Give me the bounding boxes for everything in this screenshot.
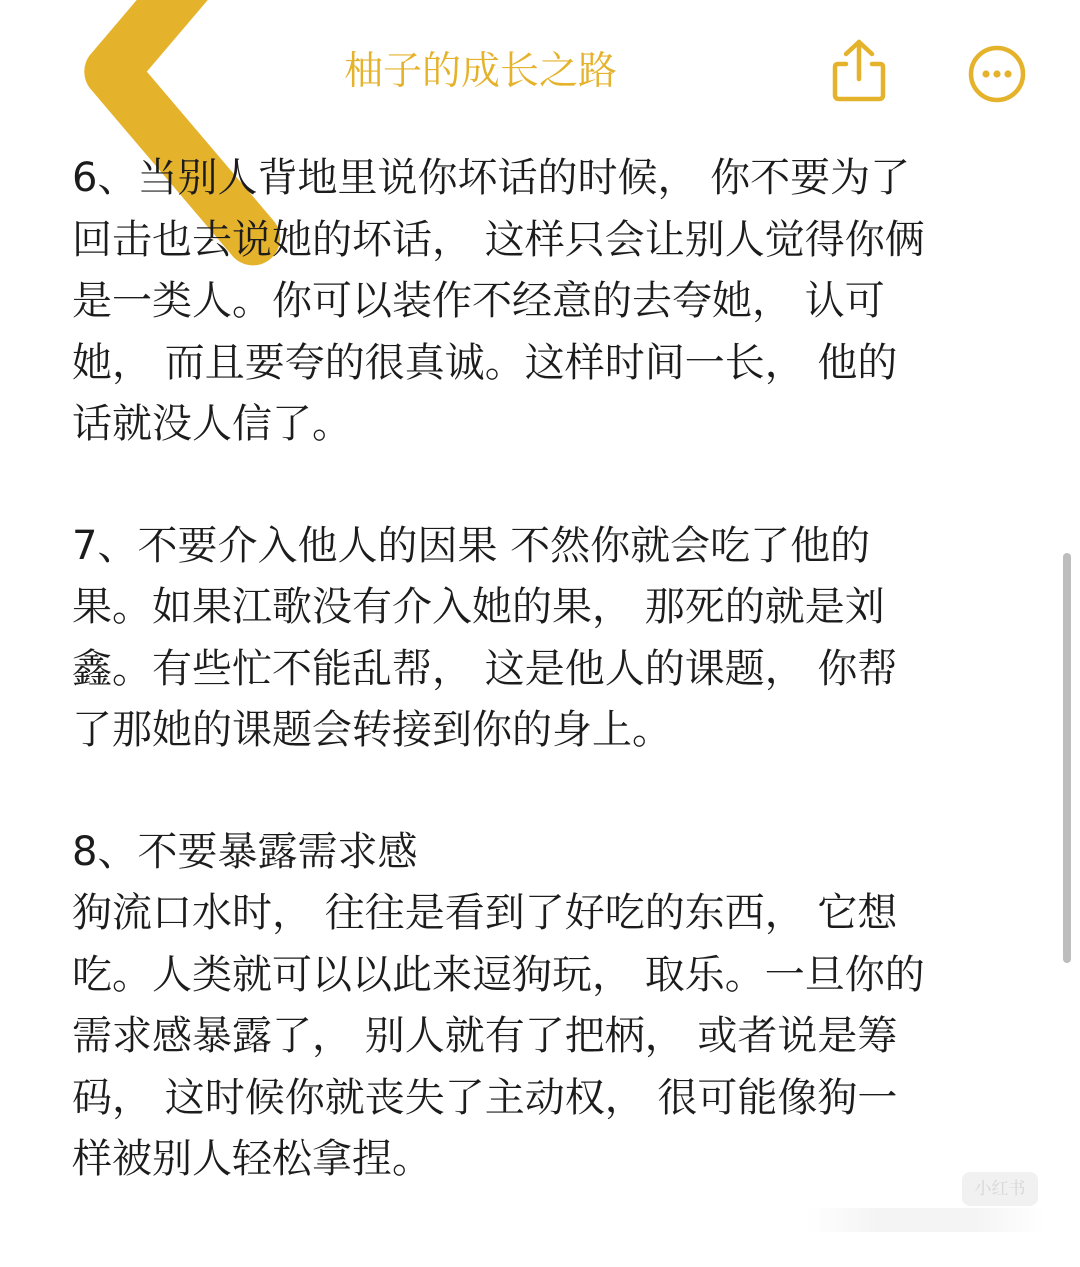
navigation-bar <box>0 0 1080 140</box>
note-line: 话就没人信了。 <box>72 401 352 447</box>
note-line: 码， 这时候你就丧失了主动权， 很可能像狗一 <box>72 1074 898 1121</box>
share-button[interactable] <box>828 36 890 106</box>
vertical-scrollbar[interactable] <box>1063 553 1071 963</box>
note-line: 7、不要介入他人的因果 不然你就会吃了他的 <box>72 522 871 569</box>
more-button[interactable] <box>966 43 1028 105</box>
note-content[interactable] <box>72 148 1012 1251</box>
note-line: 样被别人轻松拿捏。 <box>72 1136 432 1182</box>
note-line: 需求感暴露了， 别人就有了把柄， 或者说是筹 <box>72 1013 898 1059</box>
note-line: 狗流口水时， 往往是看到了好吃的东西， 它想 <box>72 890 898 936</box>
note-line: 鑫。有些忙不能乱帮， 这是他人的课题， 你帮 <box>72 645 898 692</box>
note-line: 8、不要暴露需求感 <box>72 828 418 875</box>
note-item-7 <box>72 516 1012 762</box>
note-line: 是一类人。你可以装作不经意的去夸她， 认可 <box>72 278 885 324</box>
back-button[interactable] <box>28 40 617 104</box>
note-line: 6、当别人背地里说你坏话的时候， 你不要为了 <box>72 155 911 201</box>
note-line: 了那她的课题会转接到你的身上。 <box>72 707 672 753</box>
watermark-logo: 小红书 <box>962 1172 1038 1206</box>
share-icon <box>828 36 890 106</box>
note-line: 回击也去说她的坏话， 这样只会让别人觉得你俩 <box>72 216 925 263</box>
more-circle-icon <box>966 43 1028 105</box>
note-line: 果。如果江歌没有介入她的果， 那死的就是刘 <box>72 584 885 630</box>
note-item-8 <box>72 822 1012 1191</box>
faint-watermark-band <box>806 1208 1046 1232</box>
note-line: 她， 而且要夸的很真诚。这样时间一长， 他的 <box>72 339 898 386</box>
note-line: 吃。人类就可以以此来逗狗玩， 取乐。一旦你的 <box>72 951 925 998</box>
note-item-6 <box>72 148 1012 456</box>
back-label: 柚子的成长之路 <box>343 49 617 94</box>
